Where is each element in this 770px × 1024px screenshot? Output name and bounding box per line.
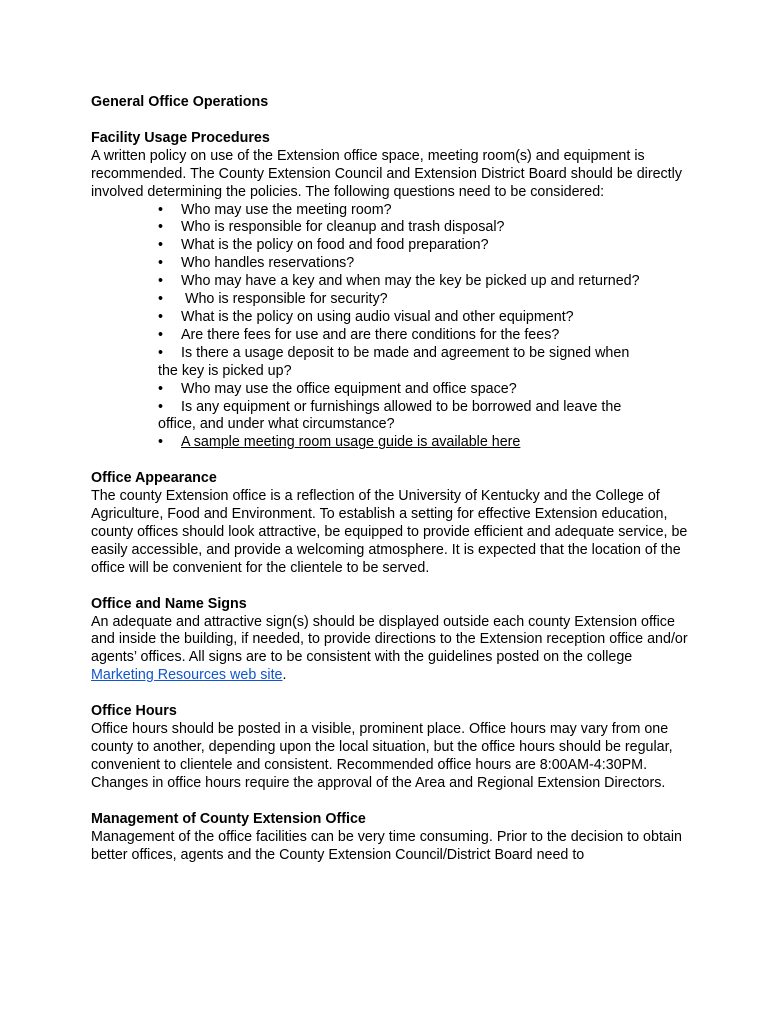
list-item xyxy=(91,219,691,237)
bullet-glyph: • xyxy=(158,291,164,308)
appearance-heading: Office Appearance xyxy=(91,470,217,487)
list-item xyxy=(91,381,691,399)
list-item xyxy=(91,434,691,452)
list-item-text: Who may use the office equipment and office space? xyxy=(181,380,517,397)
list-item xyxy=(91,273,691,291)
facility-heading: Facility Usage Procedures xyxy=(91,129,270,146)
list-item-text: Who is responsible for security? xyxy=(181,291,388,308)
list-item-text-continued: office, and under what circumstance? xyxy=(158,416,395,433)
bullet-glyph: • xyxy=(158,201,164,218)
bullet-glyph: • xyxy=(158,308,164,325)
list-item xyxy=(91,327,691,345)
list-item xyxy=(91,399,691,435)
list-item-text-continued: the key is picked up? xyxy=(158,362,292,379)
bullet-glyph: • xyxy=(158,237,164,254)
facility-intro: A written policy on use of the Extension office space, meeting room(s) and equipment is recommended. The County Extension Council and Extension District Board should be directly involved determining the policies. The following questions need to be considered: xyxy=(91,147,682,200)
signs-paragraph xyxy=(91,614,691,686)
bullet-glyph: • xyxy=(158,326,164,343)
list-item-text: Who is responsible for cleanup and trash disposal? xyxy=(181,219,505,236)
list-item xyxy=(91,309,691,327)
section-office-hours xyxy=(91,703,691,793)
document-content xyxy=(91,94,691,882)
list-item-text: What is the policy on using audio visual and other equipment? xyxy=(181,308,574,325)
appearance-body: The county Extension office is a reflection of the University of Kentucky and the College of Agriculture, Food and Environment. To establish a setting for effective Extension education, county offices should look attractive, be equipped to provide efficient and adequate service, be easily accessible, and provide a welcoming atmosphere. It is expected that the location of the office will be convenient for the clientele to be served. xyxy=(91,488,688,576)
list-item xyxy=(91,291,691,309)
management-body: Management of the office facilities can be very time consuming. Prior to the decision to obtain better offices, agents and the County Extension Council/District Board need to xyxy=(91,828,682,863)
section-management xyxy=(91,811,691,865)
list-item-text: Who may use the meeting room? xyxy=(181,201,392,218)
section-office-appearance xyxy=(91,470,691,577)
list-item-text: Who may have a key and when may the key be picked up and returned? xyxy=(181,273,640,290)
marketing-resources-link[interactable]: Marketing Resources web site xyxy=(91,667,283,684)
hours-heading: Office Hours xyxy=(91,703,177,720)
bullet-glyph: • xyxy=(158,273,164,290)
hours-body: Office hours should be posted in a visible, prominent place. Office hours may vary from one county to another, depending upon the local situation, but the office hours should be regular, convenient to clientele and consistent. Recommended office hours are 8:00AM-4:30PM. Changes in office hours require the approval of the Area and Regional Extension Directors. xyxy=(91,721,673,791)
bullet-glyph: • xyxy=(158,398,164,415)
bullet-glyph: • xyxy=(158,255,164,272)
section-facility-usage xyxy=(91,130,691,452)
bullet-glyph: • xyxy=(158,219,164,236)
list-item-text: What is the policy on food and food preparation? xyxy=(181,237,489,254)
list-item xyxy=(91,237,691,255)
bullet-glyph: • xyxy=(158,434,164,451)
bullet-glyph: • xyxy=(158,344,164,361)
facility-question-list xyxy=(91,202,691,453)
signs-heading: Office and Name Signs xyxy=(91,595,247,612)
section-office-signs xyxy=(91,596,691,686)
list-item xyxy=(91,345,691,381)
list-item-text: Are there fees for use and are there conditions for the fees? xyxy=(181,326,560,343)
sample-usage-guide-link[interactable]: A sample meeting room usage guide is available here xyxy=(181,434,521,451)
management-heading: Management of County Extension Office xyxy=(91,810,366,827)
bullet-glyph: • xyxy=(158,380,164,397)
list-item-text: Is there a usage deposit to be made and agreement to be signed when xyxy=(181,344,630,361)
list-item xyxy=(91,255,691,273)
signs-body: An adequate and attractive sign(s) should be displayed outside each county Extension office and inside the building, if needed, to provide directions to the Extension reception office and/or agents’ offices. All signs are to be consistent with the guidelines posted on the college xyxy=(91,613,688,666)
document-title: General Office Operations xyxy=(91,94,269,110)
list-item-text: Who handles reservations? xyxy=(181,255,355,272)
signs-trailing: . xyxy=(282,667,287,684)
list-item-text: Is any equipment or furnishings allowed to be borrowed and leave the xyxy=(181,398,622,415)
list-item xyxy=(91,202,691,220)
